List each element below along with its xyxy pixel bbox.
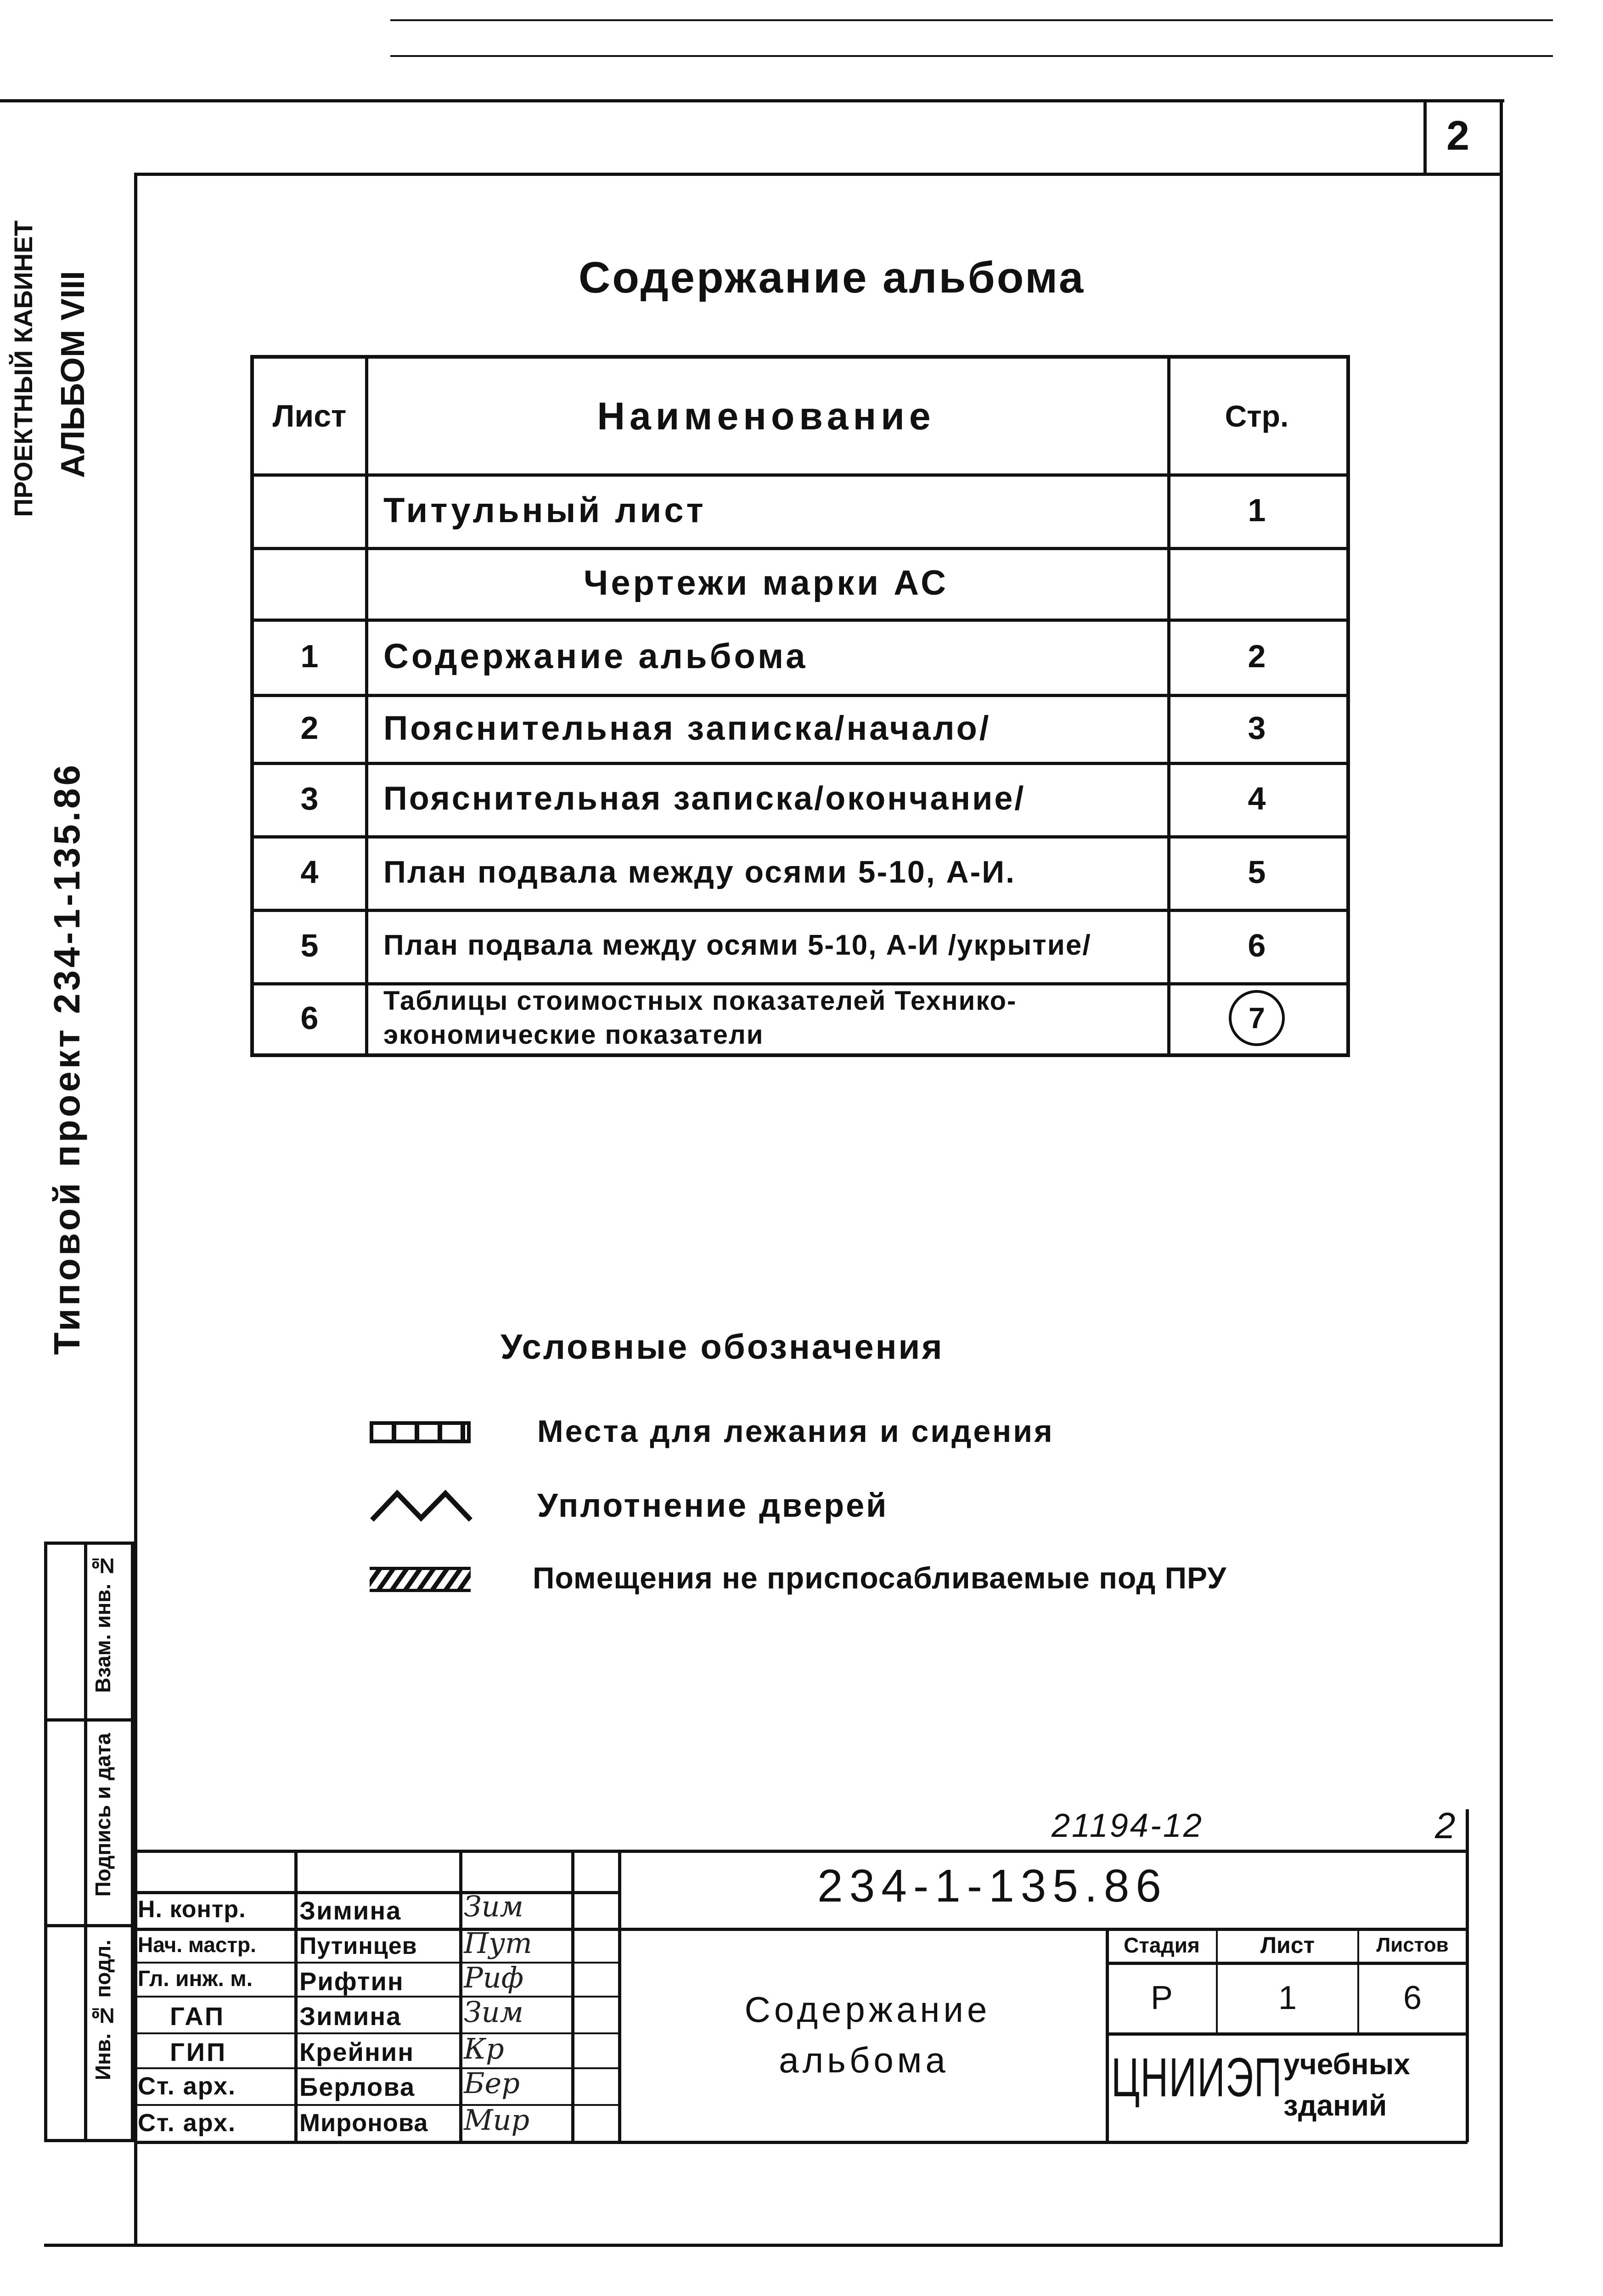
organization-name: ЦНИИЭП — [1111, 2047, 1282, 2108]
row-page-circled — [1167, 982, 1346, 1053]
page-title: Содержание альбома — [579, 253, 1086, 302]
row-sheet: 2 — [300, 710, 319, 746]
signature: Зим — [464, 1995, 523, 2029]
row-page: 6 — [1248, 928, 1266, 963]
title-block-divider — [134, 1962, 618, 1964]
header-sheet: Лист — [272, 399, 347, 433]
signatory-name: Путинцев — [299, 1933, 417, 1959]
stamp-divider — [84, 1545, 87, 2139]
sheet-title-text: Содержание альбома — [744, 1989, 991, 2080]
signatory-role: Н. контр. — [138, 1896, 246, 1923]
section-heading: Чертежи марки АС — [584, 563, 949, 602]
row-name: Пояснительная записка/начало/ — [383, 709, 991, 747]
title-block-divider — [134, 1891, 618, 1894]
legend-label-non-adapted: Помещения не приспосабливаемые под ПРУ — [533, 1561, 1227, 1595]
title-block-divider — [134, 2067, 618, 2069]
signature: Пут — [464, 1926, 532, 1960]
signatory-role: Ст. арх. — [138, 2072, 236, 2100]
signatory-name: Зимина — [299, 1896, 402, 1925]
signature: Зим — [464, 1890, 523, 1923]
title-block-bottom — [134, 2141, 1468, 2144]
outer-frame-top — [0, 99, 1504, 102]
signatory-role: Нач. мастр. — [138, 1933, 256, 1957]
archive-number: 21194-12 — [1052, 1807, 1204, 1844]
title-block-right — [1466, 1809, 1469, 2142]
row-name: Пояснительная записка/окончание/ — [383, 780, 1026, 817]
side-label-cabinet: ПРОЕКТНЫЙ КАБИНЕТ — [9, 220, 38, 517]
organization-sub: учебных зданий — [1283, 2048, 1410, 2122]
title-block-divider — [134, 2104, 618, 2106]
title-block-divider — [1106, 2032, 1468, 2036]
row-sheet: 6 — [300, 1000, 319, 1036]
signatory-name: Рифтин — [299, 1967, 404, 1996]
zigzag-icon — [370, 1488, 473, 1525]
legend-title: Условные обозначения — [501, 1328, 944, 1367]
inner-frame-left — [134, 173, 137, 2244]
row-name: Содержание альбома — [383, 636, 808, 676]
signatory-name: Зимина — [299, 2002, 402, 2031]
top-rule — [390, 19, 1553, 21]
row-page: 2 — [1248, 638, 1266, 674]
document-code: 234-1-135.86 — [817, 1860, 1168, 1912]
signature: Мир — [464, 2103, 530, 2137]
row-name: План подвала между осями 5-10, А-И /укрытие/ — [383, 929, 1091, 961]
corner-sheet-number: 2 — [1446, 113, 1472, 159]
corner-box-divider — [1423, 99, 1427, 174]
inner-frame-top — [134, 173, 1503, 176]
row-sheet: 4 — [300, 854, 319, 890]
row-page: 4 — [1248, 781, 1266, 816]
stage-header: Стадия — [1124, 1933, 1200, 1957]
title-block-top — [134, 1850, 1468, 1853]
stamp-label-replace-inv: Взам. инв. № — [91, 1554, 115, 1693]
stage-value: Р — [1150, 1980, 1173, 2016]
row-sheet: 1 — [300, 638, 319, 674]
top-rule — [390, 55, 1553, 57]
row-sheet: 5 — [300, 928, 319, 963]
signatory-role: Гл. инж. м. — [138, 1967, 253, 1991]
row-name: Таблицы стоимостных показателей Технико-экономические показатели — [383, 985, 1017, 1050]
approval-stamp — [44, 1542, 134, 2142]
signature: Риф — [464, 1961, 524, 1994]
stamp-label-signature-date: Подпись и дата — [91, 1733, 115, 1897]
stamp-label-orig-inv: Инв. № подл. — [91, 1940, 115, 2080]
hatch-icon — [370, 1567, 471, 1592]
side-label-album: АЛЬБОМ VIII — [55, 271, 91, 478]
title-block-divider — [134, 2032, 618, 2034]
legend-label-door-seal: Уплотнение дверей — [537, 1487, 889, 1524]
header-page: Стр. — [1225, 399, 1289, 433]
circled-page-number: 7 — [1229, 990, 1285, 1046]
sheet-value: 1 — [1278, 1980, 1297, 2016]
header-name: Наименование — [597, 394, 935, 438]
sheet-title — [621, 1929, 1107, 2141]
row-name: Титульный лист — [383, 490, 706, 530]
stamp-divider — [47, 1718, 131, 1722]
side-label-project: Типовой проект 234-1-135.86 — [46, 762, 87, 1355]
signatory-name: Миронова — [299, 2109, 428, 2137]
signatory-role: ГАП — [170, 2002, 225, 2031]
page-number: 2 — [1435, 1805, 1457, 1846]
outer-frame-bottom — [44, 2244, 1503, 2247]
row-page: 1 — [1248, 492, 1266, 528]
row-page: 3 — [1248, 710, 1266, 746]
bench-icon — [370, 1421, 471, 1443]
signatory-role: ГИП — [170, 2037, 227, 2066]
contents-table — [250, 355, 1350, 1057]
row-sheet: 3 — [300, 781, 319, 816]
sheets-value: 6 — [1403, 1980, 1422, 2016]
stamp-divider — [47, 1924, 131, 1927]
row-name: План подвала между осями 5-10, А-И. — [383, 855, 1016, 889]
sheets-header: Листов — [1376, 1934, 1449, 1956]
signature: Кр — [464, 2032, 504, 2065]
outer-frame-right — [1500, 99, 1503, 2245]
signatory-name: Берлова — [299, 2072, 416, 2101]
signatory-name: Крейнин — [299, 2037, 415, 2066]
signature: Бер — [464, 2066, 520, 2100]
row-page: 5 — [1248, 854, 1266, 890]
signatory-role: Ст. арх. — [138, 2109, 236, 2137]
sheet-header: Лист — [1260, 1932, 1315, 1958]
legend-label-bench: Места для лежания и сидения — [537, 1414, 1054, 1449]
